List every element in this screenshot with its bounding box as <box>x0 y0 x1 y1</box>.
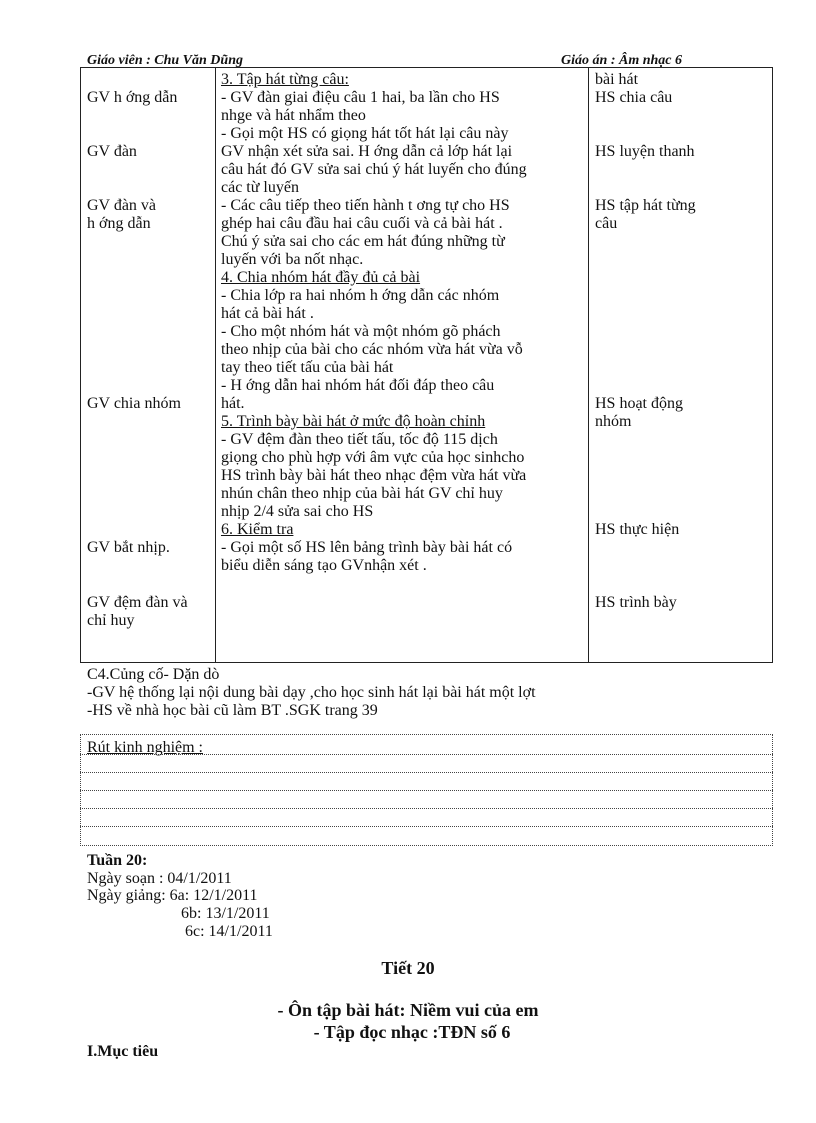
consolidation-line: -GV hệ thống lại nội dung bài dạy ,cho học sinh hát lại bài hát một lợt <box>87 684 536 701</box>
teacher-activity: GV đàn và <box>87 197 157 214</box>
content-line: ghép hai câu đầu hai câu cuối và cả bài hát . <box>221 215 503 232</box>
plan-header: Giáo án : Âm nhạc 6 <box>561 53 682 68</box>
content-line: - H ớng dẫn hai nhóm hát đối đáp theo câu <box>221 377 495 394</box>
content-line: GV nhận xét sửa sai. H ớng dẫn cả lớp hát lại <box>221 143 513 160</box>
teacher-activity: GV đàn <box>87 143 137 160</box>
table-divider-2 <box>588 67 589 663</box>
content-line: - Các câu tiếp theo tiến hành t ơng tự cho HS <box>221 197 510 214</box>
topic-line-2: - Tập đọc nhạc :TĐN số 6 <box>313 1022 511 1042</box>
objectives-heading: I.Mục tiêu <box>87 1043 159 1060</box>
week-label: Tuần 20: <box>87 852 148 869</box>
table-left-border <box>80 67 81 663</box>
student-activity: HS thực hiện <box>595 521 680 538</box>
content-line: hát. <box>221 395 245 412</box>
student-activity: HS luyện thanh <box>595 143 695 160</box>
student-activity: câu <box>595 215 618 232</box>
prep-date: Ngày soạn : 04/1/2011 <box>87 870 232 887</box>
section-heading: 6. Kiểm tra <box>221 521 294 538</box>
teach-date-6c: 6c: 14/1/2011 <box>185 923 273 940</box>
teacher-activity: GV đệm đàn và <box>87 594 188 611</box>
teacher-activity: chỉ huy <box>87 612 135 629</box>
content-line: theo nhịp của bài cho các nhóm vừa hát vừa vỗ <box>221 341 523 358</box>
content-line: tay theo tiết tấu của bài hát <box>221 359 394 376</box>
teacher-activity: GV bắt nhịp. <box>87 539 170 556</box>
experience-rule <box>80 808 773 809</box>
content-line: Chú ý sửa sai cho các em hát đúng những từ <box>221 233 505 250</box>
teach-date: Ngày giảng: 6a: 12/1/2011 <box>87 887 258 904</box>
period-title: Tiết 20 <box>381 958 435 978</box>
section-heading: 4. Chia nhóm hát đầy đủ cả bài <box>221 269 421 286</box>
section-heading: 5. Trình bày bài hát ở mức độ hoàn chỉnh <box>221 413 486 430</box>
teach-date-6b: 6b: 13/1/2011 <box>181 905 270 922</box>
teacher-activity: GV h ớng dẫn <box>87 89 178 106</box>
experience-rule <box>80 772 773 773</box>
content-line: - Cho một nhóm hát và một nhóm gõ phách <box>221 323 501 340</box>
content-line: biểu diễn sáng tạo GVnhận xét . <box>221 557 427 574</box>
content-line: - GV đệm đàn theo tiết tấu, tốc độ 115 dịch <box>221 431 498 448</box>
table-bottom-border <box>80 662 773 663</box>
content-line: nhún chân theo nhịp của bài hát GV chỉ huy <box>221 485 503 502</box>
topic-line-1: - Ôn tập bài hát: Niềm vui của em <box>277 1000 539 1020</box>
content-line: các từ luyến <box>221 179 299 196</box>
content-line: - Chia lớp ra hai nhóm h ớng dẫn các nhóm <box>221 287 500 304</box>
content-line: nhge và hát nhẩm theo <box>221 107 366 124</box>
content-line: - GV đàn giai điệu câu 1 hai, ba lần cho HS <box>221 89 500 106</box>
teacher-activity: GV chia nhóm <box>87 395 181 412</box>
content-line: giọng cho phù hợp với âm vực của học sinhcho <box>221 449 525 466</box>
table-right-border <box>772 67 773 663</box>
student-activity: HS hoạt động <box>595 395 683 412</box>
teacher-header: Giáo viên : Chu Văn Dũng <box>87 53 243 68</box>
content-line: - Gọi một HS có giọng hát tốt hát lại câu này <box>221 125 509 142</box>
experience-label: Rút kinh nghiệm : <box>87 739 203 756</box>
content-line: nhịp 2/4 sửa sai cho HS <box>221 503 374 520</box>
teacher-activity: h ớng dẫn <box>87 215 151 232</box>
student-activity: HS chia câu <box>595 89 673 106</box>
experience-rule <box>80 790 773 791</box>
student-activity: HS trình bày <box>595 594 677 611</box>
consolidation-line: -HS về nhà học bài cũ làm BT .SGK trang 39 <box>87 702 378 719</box>
table-divider-1 <box>215 67 216 663</box>
section-heading: 3. Tập hát từng câu: <box>221 71 349 88</box>
content-line: luyến với ba nốt nhạc. <box>221 251 364 268</box>
student-activity: nhóm <box>595 413 632 430</box>
table-top-border <box>80 67 773 68</box>
content-line: HS trình bày bài hát theo nhạc đệm vừa hát vừa <box>221 467 527 484</box>
content-line: hát cả bài hát . <box>221 305 314 322</box>
student-activity: HS tập hát từng <box>595 197 696 214</box>
consolidation-title: C4.Củng cố- Dặn dò <box>87 666 220 683</box>
student-activity: bài hát <box>595 71 639 88</box>
experience-rule <box>80 826 773 827</box>
content-line: - Gọi một số HS lên bảng trình bày bài hát có <box>221 539 513 556</box>
content-line: câu hát đó GV sửa sai chú ý hát luyến cho đúng <box>221 161 527 178</box>
